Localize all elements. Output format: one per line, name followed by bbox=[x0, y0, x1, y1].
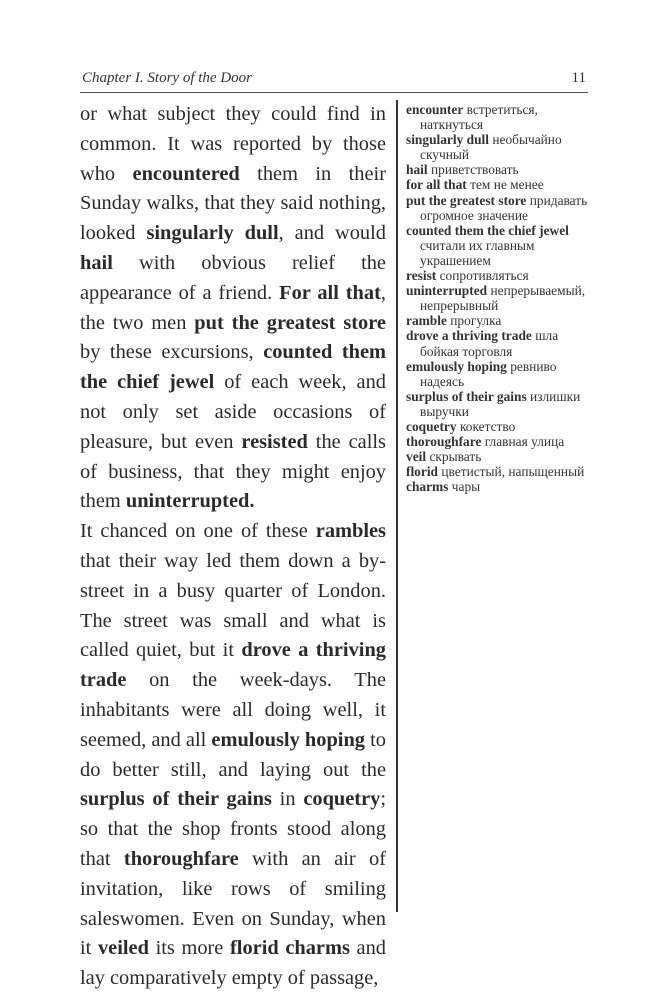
column-divider bbox=[396, 100, 398, 912]
glossary-column bbox=[406, 102, 596, 494]
text-run: , the two men bbox=[80, 281, 386, 334]
glossary-term: uninterrupted bbox=[406, 283, 488, 299]
glossary-translation: необычайно скучный bbox=[420, 132, 562, 163]
glossary-translation: сопротивляться bbox=[439, 268, 529, 284]
glossary-entry bbox=[406, 464, 596, 479]
glossary-term: put the greatest store bbox=[406, 192, 527, 208]
text-run: on the week-days. The inhabitants were all doing well, it seemed, and all bbox=[80, 669, 386, 751]
glossary-entry bbox=[406, 162, 596, 177]
text-run: with an air of invitation, like rows of smiling saleswomen. Even on Sunday, when it bbox=[80, 847, 386, 960]
glossary-term: resist bbox=[406, 268, 437, 284]
text-run: in bbox=[271, 788, 304, 811]
glossary-entry bbox=[406, 328, 596, 358]
glossary-entry bbox=[406, 419, 596, 434]
glossary-term: emulously hoping bbox=[406, 358, 507, 374]
glossary-term: counted them the chief jewel bbox=[406, 222, 569, 238]
paragraph bbox=[80, 517, 386, 994]
glossed-phrase: veiled bbox=[97, 937, 149, 960]
glossary-term: surplus of their gains bbox=[406, 388, 527, 404]
text-run: , and would bbox=[278, 222, 386, 245]
glossary-translation: считали их главным украшением bbox=[420, 237, 535, 268]
glossary-translation: скрывать bbox=[429, 449, 482, 465]
glossary-translation: кокетство bbox=[459, 418, 516, 434]
glossary-entry bbox=[406, 283, 596, 313]
glossed-phrase: surplus of their gains bbox=[80, 788, 272, 811]
glossary-term: veil bbox=[406, 449, 427, 465]
text-run: and lay comparatively empty of passage, bbox=[80, 937, 386, 990]
glossary-term: florid bbox=[406, 464, 438, 480]
glossary-translation: придавать огромное значение bbox=[420, 192, 588, 223]
glossary-entry bbox=[406, 359, 596, 389]
text-run: of each week, and not only set aside occasions of pleasure, but even bbox=[80, 371, 386, 453]
text-run: ; so that the shop fronts stood along that bbox=[80, 788, 387, 870]
text-run: It chanced on one of these bbox=[80, 520, 316, 543]
glossary-entry bbox=[406, 102, 596, 132]
glossary-term: for all that bbox=[406, 177, 467, 193]
glossed-phrase: coquetry bbox=[303, 788, 381, 811]
glossary-term: charms bbox=[406, 479, 449, 495]
glossed-phrase: For all that bbox=[279, 281, 381, 304]
glossary-translation: шла бойкая торговля bbox=[420, 328, 559, 359]
glossed-phrase: encountered bbox=[132, 162, 240, 185]
paragraph bbox=[80, 100, 386, 517]
glossary-term: coquetry bbox=[406, 418, 457, 434]
glossed-phrase: thoroughfare bbox=[123, 847, 239, 870]
glossary-entry bbox=[406, 193, 596, 223]
glossary-translation: прогулка bbox=[450, 313, 502, 329]
glossary-entry bbox=[406, 177, 596, 192]
main-text-column bbox=[80, 100, 386, 994]
glossed-phrase: uninterrupted. bbox=[125, 490, 255, 513]
glossary-term: ramble bbox=[406, 313, 447, 329]
text-run: with obvious relief the appearance of a friend. bbox=[80, 251, 386, 304]
running-header bbox=[80, 68, 588, 93]
glossary-entry bbox=[406, 223, 596, 268]
glossed-phrase: hail bbox=[80, 251, 113, 274]
text-run: by these excursions, bbox=[80, 341, 264, 364]
text-run: its more bbox=[148, 937, 230, 960]
glossary-entry bbox=[406, 479, 596, 494]
glossary-entry bbox=[406, 434, 596, 449]
glossary-translation: встретиться, наткнуться bbox=[420, 102, 538, 133]
text-run: the calls of business, that they might enjoy them bbox=[80, 430, 386, 513]
glossary-translation: непрерываемый, непрерывный bbox=[420, 283, 586, 314]
glossary-translation: ревниво надеясь bbox=[420, 358, 557, 389]
text-run: that their way led them down a by-street in a busy quarter of London. The street was small and what is called quiet, but it bbox=[80, 549, 386, 662]
glossary-translation: цветистый, напыщенный bbox=[441, 464, 585, 480]
glossary-term: drove a thriving trade bbox=[406, 328, 532, 344]
glossed-phrase: florid charms bbox=[230, 937, 350, 960]
glossary-term: thoroughfare bbox=[406, 434, 482, 450]
glossed-phrase: put the greatest store bbox=[194, 311, 386, 334]
text-run: or what subject they could find in common. It was reported by those who bbox=[80, 103, 386, 185]
glossary-entry bbox=[406, 313, 596, 328]
text-run: them in their Sunday walks, that they said nothing, looked bbox=[80, 162, 386, 245]
glossary-translation: тем не менее bbox=[470, 177, 544, 193]
glossed-phrase: counted them the chief jewel bbox=[80, 341, 386, 394]
glossary-entry bbox=[406, 389, 596, 419]
glossary-term: encounter bbox=[406, 102, 464, 117]
text-run: to do better still, and laying out the bbox=[80, 728, 386, 781]
glossary-term: singularly dull bbox=[406, 132, 489, 148]
page-number: 11 bbox=[571, 70, 586, 86]
glossary-entry bbox=[406, 132, 596, 162]
glossed-phrase: drove a thriving trade bbox=[80, 639, 386, 692]
glossed-phrase: emulously hoping bbox=[211, 728, 365, 751]
glossed-phrase: resisted bbox=[241, 430, 308, 453]
glossary-translation: приветствовать bbox=[430, 162, 519, 178]
glossed-phrase: rambles bbox=[315, 520, 386, 543]
glossary-translation: излишки выручки bbox=[420, 388, 581, 419]
glossary-entry bbox=[406, 449, 596, 464]
chapter-title: Chapter I. Story of the Door bbox=[82, 70, 252, 86]
glossary-translation: чары bbox=[451, 479, 481, 495]
glossed-phrase: singularly dull bbox=[146, 222, 279, 245]
glossary-term: hail bbox=[406, 162, 428, 178]
glossary-entry bbox=[406, 268, 596, 283]
glossary-translation: главная улица bbox=[484, 434, 565, 450]
